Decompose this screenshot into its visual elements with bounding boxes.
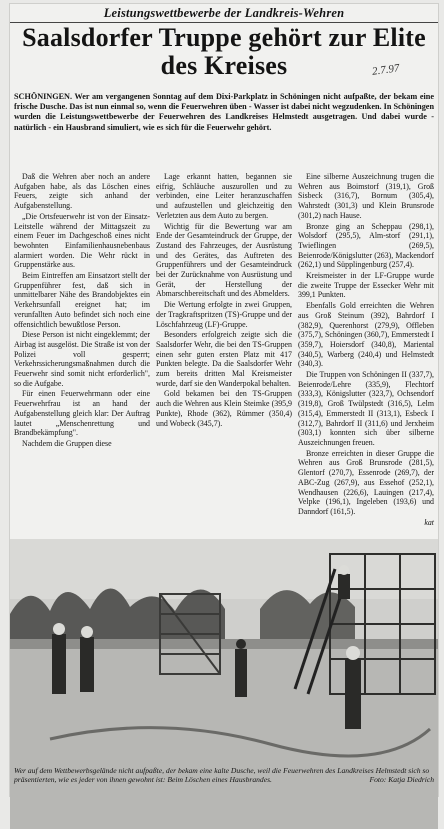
paragraph: „Die Ortsfeuerwehr ist von der Einsatz-Leitstelle während der Mittagszeit zu einem Feuer im Dachgeschoß eines nicht bewohnten Einfamilienhausnebenbaus alarmiert worden. Die Wehr rückt in Gruppenstärke aus. — [14, 211, 150, 270]
paragraph: Bronze ging an Scheppau (298,1), Wolsdorf (295,5), Alm-storf (291,1), Twieflingen (269,5), Beienrode/Königslutter (263), Mackendorf (262,1) und Süpplingenburg (257,4). — [298, 221, 434, 270]
fence — [10, 639, 438, 649]
lead-paragraph: SCHÖNINGEN. Wer am vergangenen Sonntag auf dem Dixi-Parkplatz in Schöningen nicht aufpaßte, der bekam eine frische Dusche. Das ist nun einmal so, wenn die Feuerwehren üben - Wasser ist dabei nicht wegzudenken. In Schöningen wurden die Leistungswettbewerbe der Feuerwehren des Landkreises Helmstedt ausgetragen. Und dabei wurde - natürlich - ein Hausbrand simuliert, wie es sich für die Feuerwehr gehört. — [14, 92, 434, 132]
paragraph: Bronze erreichten in dieser Gruppe die Wehren aus Groß Brunsrode (281,5), Glentorf (270,7), Essenrode (269,7), der ABC-Zug (267,9), aus Essehof (252,1), Wendhausen (226,6), Lauingen (217,4), Velpke (196,1), Ingeleben (193,6) und Danndorf (161,5). — [298, 448, 434, 516]
column-1 — [14, 172, 150, 450]
paragraph: Die Wertung erfolgte in zwei Gruppen, der Tragkraftspritzen (TS)-Gruppe und der Löschfahrzeug (LF)-Gruppe. — [156, 300, 292, 329]
photo-caption — [14, 766, 434, 785]
paragraph: Lage erkannt hatten, begannen sie eifrig, Schläuche auszurollen und zu verbinden, eine Leiter heranzuschaffen und aufzustellen und gleichzeitig den Verletzten aus dem Auto zu bergen. — [156, 172, 292, 220]
paragraph: Beim Eintreffen am Einsatzort stellt der Gruppenführer fest, daß sich in unmittelbarer Nähe des Brandobjektes ein Verkehrsunfall ereignet hat; im verunfallten Auto befindet sich noch eine offensichtlich bewußtlose Person. — [14, 271, 150, 329]
column-3 — [298, 172, 434, 528]
paragraph: Für einen Feuerwehrmann oder eine Feuerwehrfrau ist an hand der Aufgabenstellung gleich klar: Der Auftrag lautet „Menschenrettung und Brandbekämpfung". — [14, 389, 150, 438]
headline: Saalsdorfer Truppe gehört zur Elite des Kreises — [22, 23, 426, 80]
paragraph: Kreismeister in der LF-Gruppe wurde die zweite Truppe der Essecker Wehr mit 399,1 Punkten. — [298, 271, 434, 300]
caption-text: Wer auf dem Wettbewerbsgelände nicht aufpaßte, der bekam eine kalte Dusche, weil die Feuerwehren des Landkreises Helmstedt sich so präsentierten, wie es jeder von ihnen gewohnt ist: Beim Löschen eines Hausbrandes. — [14, 766, 430, 785]
photo-credit: Foto: Katja Diedrich — [369, 775, 434, 785]
paragraph: Besonders erfolgreich zeigte sich die Saalsdorfer Wehr, die bei den TS-Gruppen einen sehr guten ersten Platz mit 417 Punkten belegte. Da die Saalsdorfer Wehr zum bereits dritten Mal Kreismeister wurde, darf sie den Wanderpokal behalten. — [156, 330, 292, 388]
paragraph: Ebenfalls Gold erreichten die Wehren aus Groß Steinum (392), Bahrdorf I (382,9), Querenhorst (279,9), Offleben (375,7), Schöningen (360,7), Emmerstedt I (359,7), Hoiersdorf (340,8), Mariental (340,5), Warberg (240,4) und Helmstedt (340,3). — [298, 301, 434, 369]
paragraph: Nachdem die Gruppen diese — [22, 438, 112, 448]
author-initials: kat — [424, 517, 434, 527]
paragraph: Eine silberne Auszeichnung trugen die Wehren aus Boimstorf (319,1), Groß Sisbeck (316,7), Bornum (305,4), Wahrstedt (301,3) und Klein Brunsrode (301,2) nach Hause. — [298, 172, 434, 220]
paragraph: Wichtig für die Bewertung war am Ende der Gesamteindruck der Gruppe, der Zustand des Fahrzeuges, der Ausrüstung und des Gerätes, das Auftreten des Gruppenführers und der Gesamteindruck bei der Zurücknahme von Ausrüstung und Gerät, der Herstellung der Abmarschbereitschaft und des Abmelders. — [156, 221, 292, 299]
kicker: Leistungswettbewerbe der Landkreis-Wehren — [103, 6, 345, 20]
fire-drill-photo — [10, 539, 438, 829]
paragraph: Diese Person ist nicht eingeklemmt; der Airbag ist ausgelöst. Die Straße ist von der Polizei voll gesperrt; Verkehrssicherungsmaßnahmen durch die Feuerwehr sind somit nicht erforderlich", so die Aufgabe. — [14, 330, 150, 388]
handwritten-date: 2.7.97 — [371, 62, 401, 78]
paragraph: Gold bekamen bei den TS-Gruppen auch die Wehren aus Klein Steimke (395,9 Punkte), Rhode (362), Rümmer (350,4) und Wobeck (345,7). — [156, 389, 292, 428]
column-2 — [156, 172, 292, 429]
paragraph: Daß die Wehren aber noch an andere Aufgaben habe, als das Löschen eines Feuers, zeigte sich anhand der Aufgabenstellung. — [14, 172, 150, 211]
newspaper-clipping — [10, 4, 438, 796]
paragraph: Die Truppen von Schöningen II (337,7), Beienrode/Lehre (335,9), Flechtorf (333,3), Königslutter (323,7), Ochsendorf (319,8), Groß Twülpstedt (316,5), Lelm (315,4), Emmerstedt II (313,1), Esbeck I (312,7), Bahrdorf II (311,6) und Jerxheim (303,1) konnten sich über silberne Auszeichnungen freuen. — [298, 370, 434, 447]
parking-lot — [10, 647, 438, 829]
